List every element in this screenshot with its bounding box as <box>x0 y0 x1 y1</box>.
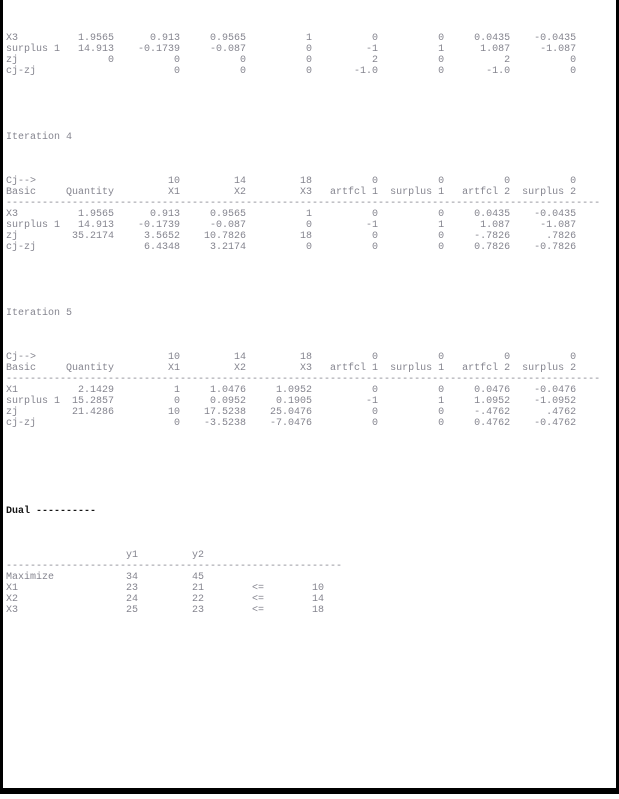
table-row: cj-zj 0 -3.5238 -7.0476 0 0 0.4762 -0.4762 <box>6 418 577 429</box>
table-row: X1 2.1429 1 1.0476 1.0952 0 0 0.0476 -0.0476 <box>6 385 577 396</box>
iteration-5-title: Iteration 5 <box>6 308 73 319</box>
iteration-4-title: Iteration 4 <box>6 132 73 143</box>
table-row: X3 1.9565 0.913 0.9565 1 0 0 0.0435 -0.0435 <box>6 33 577 44</box>
iteration-4-table <box>6 176 600 253</box>
table-row: Maximize 34 45 <box>6 572 325 583</box>
column-header-row: y1 y2 <box>6 550 325 561</box>
column-header-row: Basic Quantity X1 X2 X3 artfcl 1 surplus 1 artfcl 2 surplus 2 <box>6 187 577 198</box>
table-row: X2 24 22 <= 14 <box>6 594 325 605</box>
table-row: zj 0 0 0 0 2 0 2 0 <box>6 55 577 66</box>
dual-heading-dashes: ---------- <box>36 506 97 517</box>
column-header-row: Basic Quantity X1 X2 X3 artfcl 1 surplus 1 artfcl 2 surplus 2 <box>6 363 577 374</box>
iteration-5-table <box>6 352 600 429</box>
table-row: X1 23 21 <= 10 <box>6 583 325 594</box>
dual-table <box>6 550 600 616</box>
table-row: surplus 1 14.913 -0.1739 -0.087 0 -1 1 1.087 -1.087 <box>6 220 577 231</box>
page-bottom-border <box>0 788 619 794</box>
table-row: zj 35.2174 3.5652 10.7826 18 0 0 -.7826 .7826 <box>6 231 577 242</box>
divider-row: --------------------------------------------------------------------------------------------------- <box>6 374 601 385</box>
table-row: X3 1.9565 0.913 0.9565 1 0 0 0.0435 -0.0435 <box>6 209 577 220</box>
table-row: surplus 1 14.913 -0.1739 -0.087 0 -1 1 1.087 -1.087 <box>6 44 577 55</box>
table-row: cj-zj 0 0 0 -1.0 0 -1.0 0 <box>6 66 577 77</box>
table-row: zj 21.4286 10 17.5238 25.0476 0 0 -.4762 .4762 <box>6 407 577 418</box>
cj-header-row: Cj--> 10 14 18 0 0 0 0 <box>6 176 577 187</box>
dual-heading <box>6 506 600 517</box>
table-row: X3 25 23 <= 18 <box>6 605 325 616</box>
table-row: cj-zj 6.4348 3.2174 0 0 0 0.7826 -0.7826 <box>6 242 577 253</box>
divider-row: -------------------------------------------------------- <box>6 561 343 572</box>
dual-heading-text: Dual <box>6 506 31 517</box>
divider-row: --------------------------------------------------------------------------------------------------- <box>6 198 601 209</box>
simplex-report <box>6 0 600 638</box>
table-row: surplus 1 15.2857 0 0.0952 0.1905 -1 1 1.0952 -1.0952 <box>6 396 577 407</box>
iteration3-table-tail <box>6 33 600 77</box>
cj-header-row: Cj--> 10 14 18 0 0 0 0 <box>6 352 577 363</box>
